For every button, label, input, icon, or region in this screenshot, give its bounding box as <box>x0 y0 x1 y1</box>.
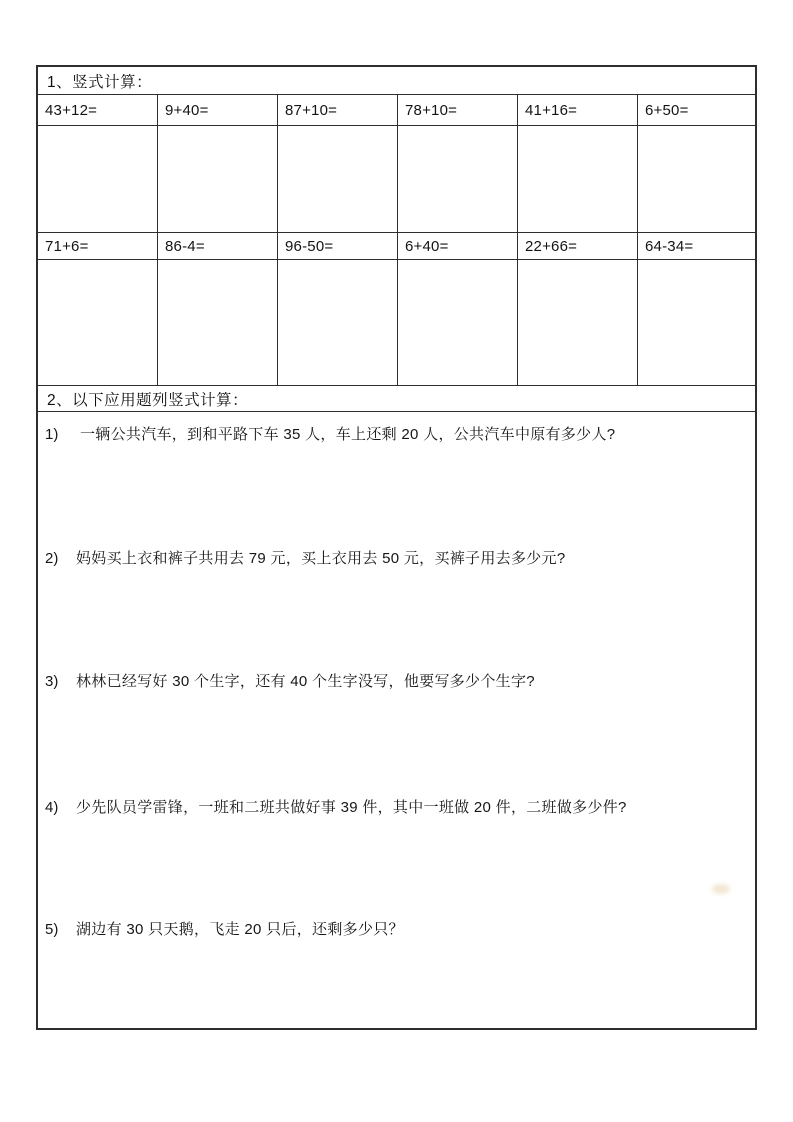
work-cell <box>278 260 398 385</box>
section2-header-row <box>38 386 755 412</box>
problem-text: 少先队员学雷锋，一班和二班共做好事 39 件，其中一班做 20 件，二班做多少件? <box>76 799 627 816</box>
calc-problem-cell <box>638 233 755 259</box>
scan-smudge-mark <box>712 884 730 894</box>
equation: 87+10= <box>285 101 338 119</box>
equation: 71+6= <box>45 237 89 255</box>
work-cell <box>518 260 638 385</box>
calc-problem-cell <box>398 95 518 125</box>
worksheet-table <box>36 65 757 1030</box>
work-cell <box>398 126 518 232</box>
word-problems-row <box>38 412 755 1028</box>
work-row-2 <box>38 260 755 386</box>
word-problem-5 <box>45 920 749 940</box>
problem-text: 林林已经写好 30 个生字，还有 40 个生字没写，他要写多少个生字? <box>76 673 535 690</box>
word-problem-2 <box>45 549 749 569</box>
problem-marker: 5) <box>45 921 59 938</box>
word-problem-3 <box>45 672 749 692</box>
calc-problem-cell <box>518 95 638 125</box>
equation: 96-50= <box>285 237 334 255</box>
problem-marker: 1) <box>45 426 59 443</box>
calc-problem-cell <box>278 233 398 259</box>
work-cell <box>38 260 158 385</box>
equation: 6+40= <box>405 237 449 255</box>
equation: 22+66= <box>525 237 578 255</box>
word-problem-1 <box>45 425 749 445</box>
work-cell <box>638 260 755 385</box>
equation: 86-4= <box>165 237 205 255</box>
work-cell <box>158 260 278 385</box>
calc-problem-cell <box>398 233 518 259</box>
calc-problem-cell <box>518 233 638 259</box>
equation: 6+50= <box>645 101 689 119</box>
work-row-1 <box>38 126 755 233</box>
calculation-row-1 <box>38 95 755 126</box>
problem-text: 湖边有 30 只天鹅，飞走 20 只后，还剩多少只？ <box>76 921 404 938</box>
section1-header-row <box>38 67 755 95</box>
work-cell <box>278 126 398 232</box>
work-cell <box>638 126 755 232</box>
section2-title: 2、以下应用题列竖式计算： <box>47 391 249 409</box>
equation: 9+40= <box>165 101 209 119</box>
work-cell <box>398 260 518 385</box>
calc-problem-cell <box>158 95 278 125</box>
equation: 41+16= <box>525 101 578 119</box>
work-cell <box>158 126 278 232</box>
word-problem-4 <box>45 798 749 818</box>
equation: 64-34= <box>645 237 694 255</box>
word-problems-area <box>38 412 755 1028</box>
calc-problem-cell <box>158 233 278 259</box>
equation: 78+10= <box>405 101 458 119</box>
problem-marker: 3) <box>45 673 59 690</box>
equation: 43+12= <box>45 101 98 119</box>
problem-text: 妈妈买上衣和裤子共用去 79 元，买上衣用去 50 元，买裤子用去多少元? <box>76 550 566 567</box>
problem-marker: 2) <box>45 550 59 567</box>
calculation-row-2 <box>38 233 755 260</box>
calc-problem-cell <box>38 233 158 259</box>
work-cell <box>38 126 158 232</box>
problem-text: 一辆公共汽车，到和平路下车 35 人，车上还剩 20 人，公共汽车中原有多少人? <box>80 426 616 443</box>
calc-problem-cell <box>38 95 158 125</box>
section1-title: 1、竖式计算： <box>47 73 153 91</box>
work-cell <box>518 126 638 232</box>
calc-problem-cell <box>638 95 755 125</box>
calc-problem-cell <box>278 95 398 125</box>
problem-marker: 4) <box>45 799 59 816</box>
